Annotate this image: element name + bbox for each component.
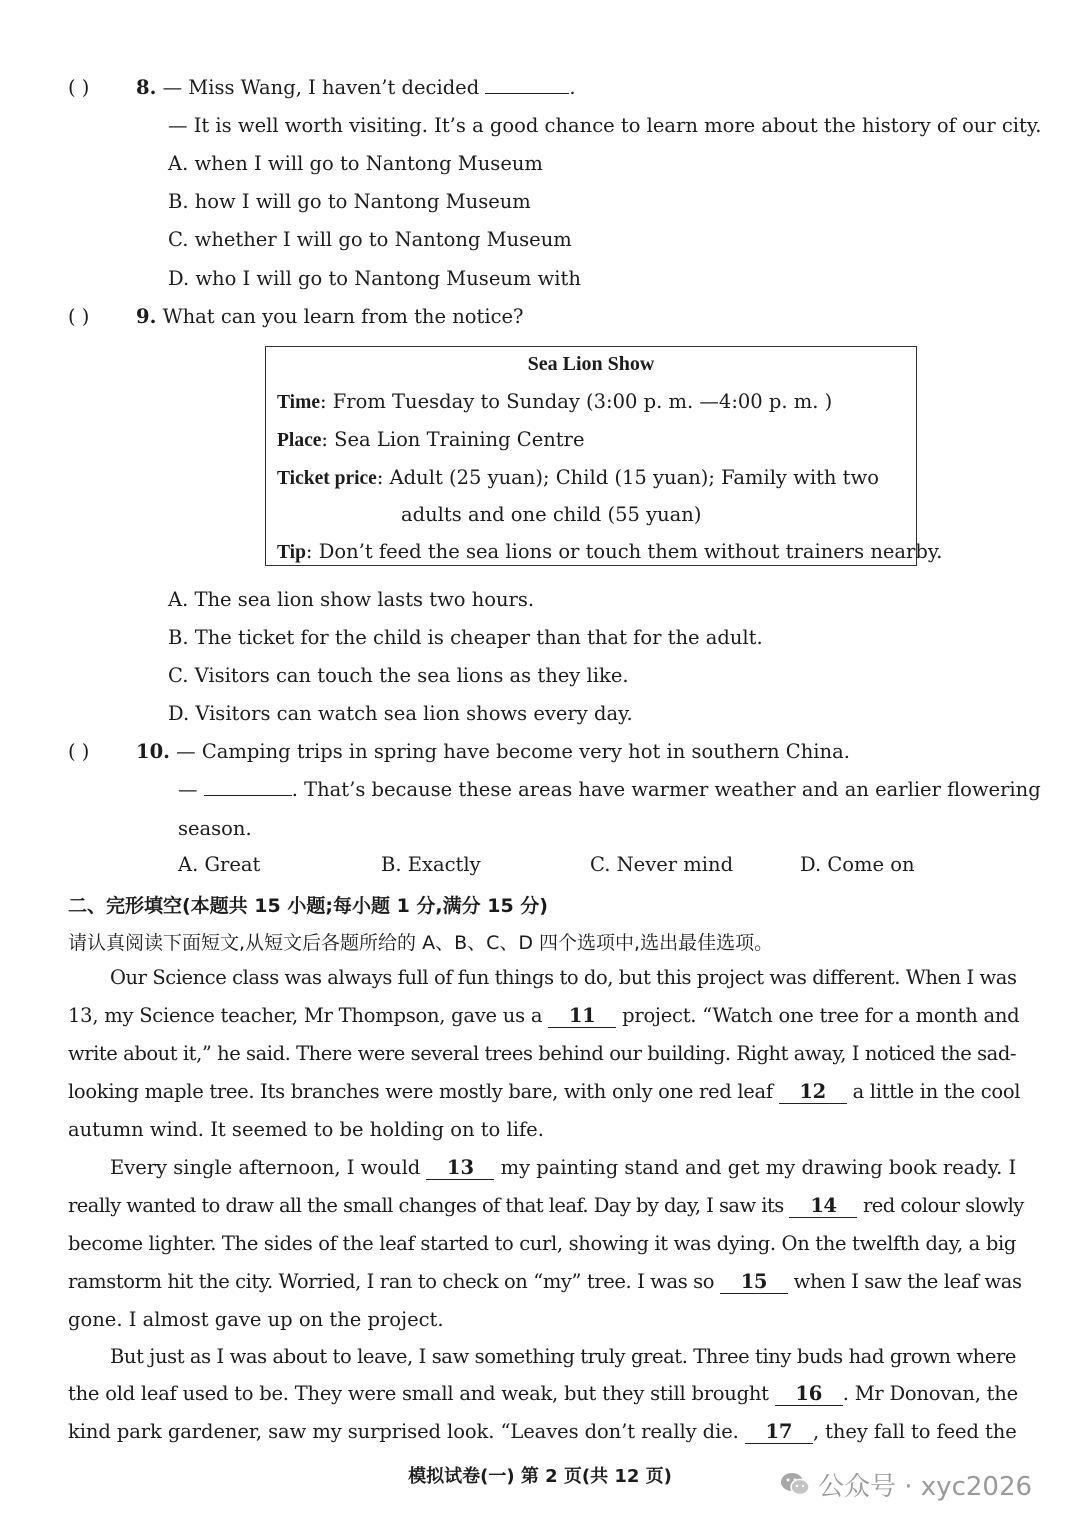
price-value: : Adult (25 yuan); Child (15 yuan); Family with two — [376, 466, 879, 489]
tip-label: Tip — [277, 542, 306, 563]
question-8-prompt — [136, 76, 576, 99]
option-b: B. The ticket for the child is cheaper than that for the adult. — [168, 626, 763, 649]
question-9-prompt — [136, 305, 524, 328]
line-text: really wanted to draw all the small changes of that leaf. Day by day, I saw its — [68, 1194, 784, 1217]
notice-price — [277, 466, 879, 490]
notice-time — [277, 390, 832, 414]
line-text: , they fall to feed the — [812, 1420, 1017, 1443]
line-text: ramstorm hit the city. Worried, I ran to check on “my” tree. I was so — [68, 1270, 715, 1293]
question-number: 9. — [136, 305, 157, 328]
line-text: project. “Watch one tree for a month and — [622, 1004, 1020, 1027]
option-c: C. Visitors can touch the sea lions as they like. — [168, 664, 629, 687]
cloze-blank-17: 17 — [745, 1421, 813, 1444]
time-value: : From Tuesday to Sunday (3:00 p. m. —4:00 p. m. ) — [319, 390, 833, 413]
sea-lion-notice — [265, 346, 943, 566]
answer-paren: ( ) — [68, 305, 90, 328]
answer-paren: ( ) — [68, 740, 90, 763]
reply-text: — It is well worth visiting. It’s a good chance to learn more about the history of our city. — [168, 114, 1042, 137]
watermark-text: 公众号 · xyc2026 — [818, 1472, 1033, 1502]
passage-line — [110, 1156, 1016, 1180]
prompt-text: — Miss Wang, I haven’t decided — [162, 76, 480, 99]
answer-paren: ( ) — [68, 76, 90, 99]
line-text: a little in the cool — [852, 1080, 1021, 1103]
watermark — [780, 1466, 1032, 1504]
place-value: : Sea Lion Training Centre — [321, 428, 585, 451]
section-title: 二、完形填空(本题共 15 小题;每小题 1 分,满分 15 分) — [68, 895, 548, 917]
reply-dash: — — [178, 778, 198, 801]
notice-place — [277, 428, 585, 452]
notice-price-cont: adults and one child (55 yuan) — [401, 503, 702, 526]
question-10-prompt — [136, 740, 850, 763]
cloze-blank-13: 13 — [426, 1157, 494, 1180]
line-text: looking maple tree. Its branches were mostly bare, with only one red leaf — [68, 1080, 773, 1103]
line-text: kind park gardener, saw my surprised look. “Leaves don’t really die. — [68, 1420, 739, 1443]
notice-tip — [277, 540, 942, 564]
time-label: Time — [277, 392, 320, 413]
notice-title: Sea Lion Show — [527, 353, 655, 375]
option-d: D. Visitors can watch sea lion shows every day. — [168, 702, 633, 725]
answer-blank — [485, 92, 569, 94]
line-text: my painting stand and get my drawing book ready. I — [500, 1156, 1017, 1179]
passage-line — [68, 1382, 1016, 1406]
cloze-blank-15: 15 — [720, 1271, 788, 1294]
cloze-blank-11: 11 — [548, 1005, 616, 1028]
passage-line: write about it,” he said. There were several trees behind our building. Right away, I noticed the sad- — [68, 1042, 1016, 1065]
line-text: when I saw the leaf was — [793, 1270, 1022, 1293]
cloze-blank-12: 12 — [779, 1081, 847, 1104]
passage-line: But just as I was about to leave, I saw something truly great. Three tiny buds had grown where — [110, 1345, 1017, 1368]
passage-line — [68, 1194, 1024, 1218]
line-text: . Mr Donovan, the — [842, 1382, 1018, 1405]
option-b: B. Exactly — [381, 853, 481, 876]
option-c: C. whether I will go to Nantong Museum — [168, 228, 572, 251]
option-a: A. when I will go to Nantong Museum — [168, 152, 543, 175]
passage-line — [110, 966, 1016, 989]
option-d: D. who I will go to Nantong Museum with — [168, 267, 581, 290]
prompt-text: What can you learn from the notice? — [162, 305, 524, 328]
line-text: red colour slowly — [863, 1194, 1024, 1217]
page-footer: 模拟试卷(一) 第 2 页(共 12 页) — [408, 1466, 672, 1487]
option-b: B. how I will go to Nantong Museum — [168, 190, 531, 213]
option-c: C. Never mind — [590, 853, 734, 876]
cloze-blank-16: 16 — [775, 1383, 843, 1406]
passage-line: gone. I almost gave up on the project. — [68, 1308, 444, 1331]
prompt-text: — Camping trips in spring have become very hot in southern China. — [176, 740, 850, 763]
passage-line: autumn wind. It seemed to be holding on to life. — [68, 1118, 544, 1141]
question-number: 10. — [136, 740, 170, 763]
place-label: Place — [277, 430, 322, 451]
line-text: Our Science class was always full of fun things to do, but this project was different. When I was — [110, 966, 1017, 989]
option-a: A. The sea lion show lasts two hours. — [168, 588, 535, 611]
price-label: Ticket price — [277, 468, 377, 489]
passage-line: become lighter. The sides of the leaf started to curl, showing it was dying. On the twelfth day, a big — [68, 1232, 1016, 1255]
reply-cont: season. — [178, 817, 252, 840]
option-a: A. Great — [178, 853, 261, 876]
line-text: the old leaf used to be. They were small and weak, but they still brought — [68, 1382, 769, 1405]
line-text: 13, my Science teacher, Mr Thompson, gave us a — [68, 1004, 543, 1027]
question-number: 8. — [136, 76, 157, 99]
line-text: Every single afternoon, I would — [110, 1156, 421, 1179]
passage-line — [68, 1004, 1020, 1028]
wechat-icon — [780, 1471, 810, 1504]
answer-blank — [204, 794, 292, 796]
reply-line — [178, 778, 1041, 801]
reply-text: . That’s because these areas have warmer weather and an earlier flowering — [291, 778, 1041, 801]
passage-line — [68, 1420, 1016, 1444]
tip-value: : Don’t feed the sea lions or touch them without trainers nearby. — [305, 540, 943, 563]
cloze-blank-14: 14 — [789, 1195, 857, 1218]
passage-line — [68, 1080, 1021, 1104]
section-instruction: 请认真阅读下面短文,从短文后各题所给的 A、B、C、D 四个选项中,选出最佳选项。 — [68, 932, 774, 954]
prompt-end: . — [569, 76, 576, 99]
passage-line — [68, 1270, 1022, 1294]
option-d: D. Come on — [800, 853, 915, 876]
